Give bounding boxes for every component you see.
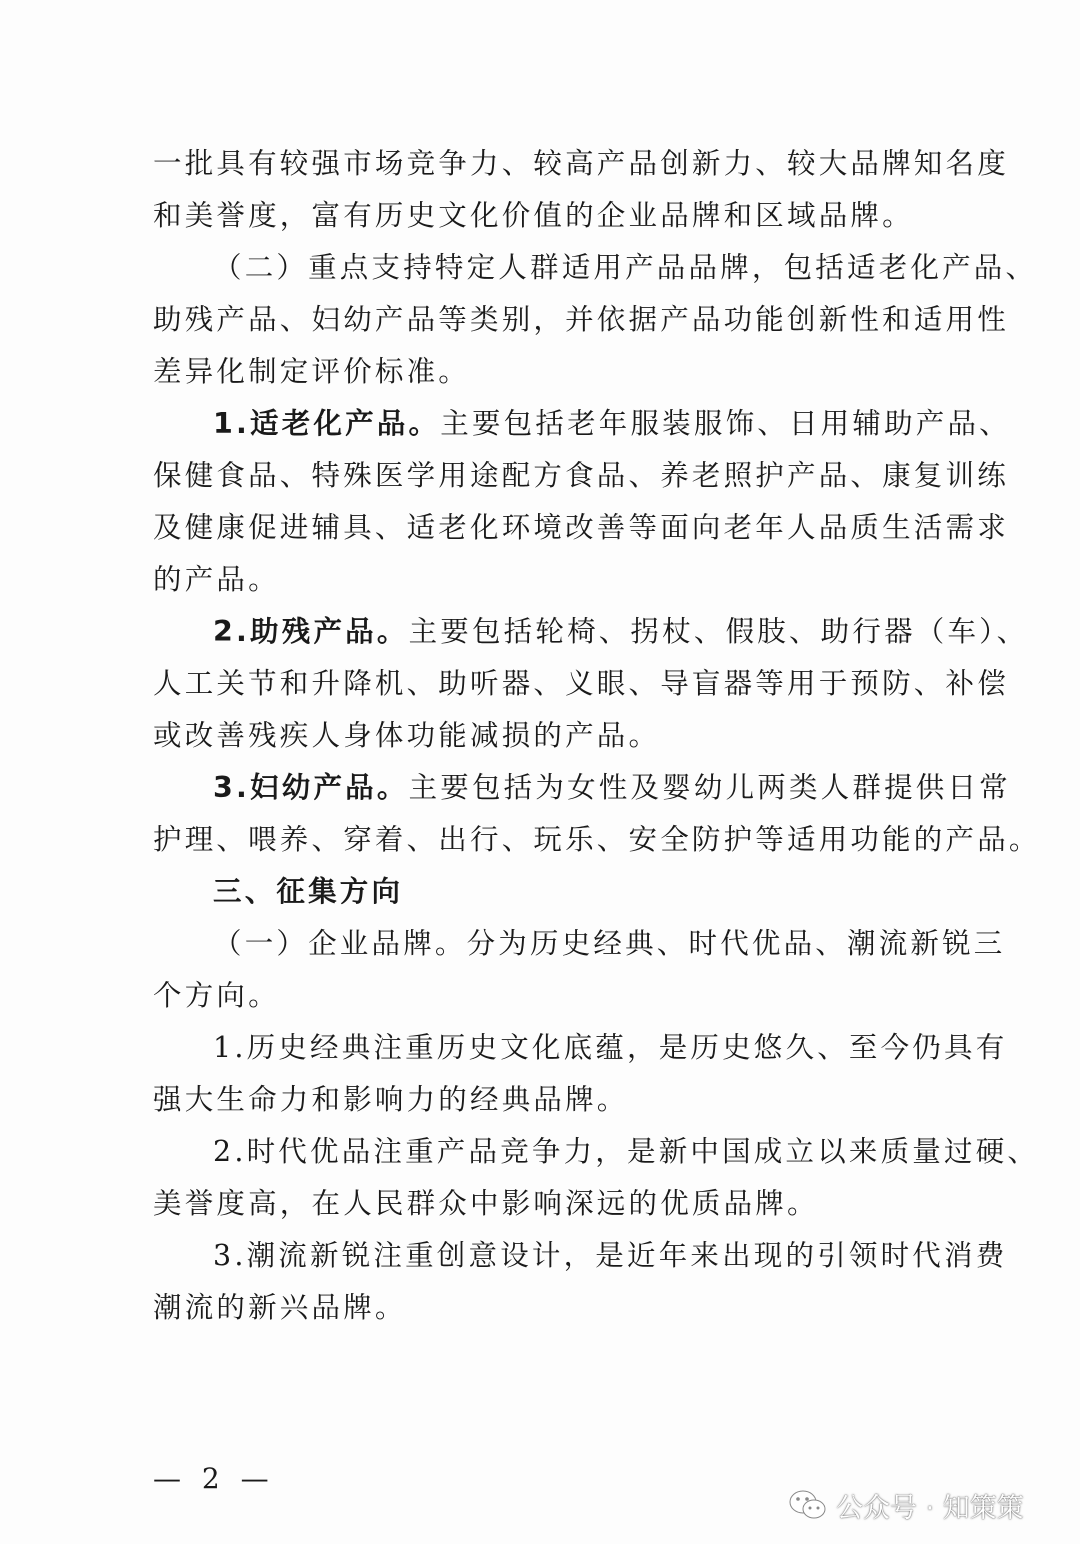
line-text: 及健康促进辅具、适老化环境改善等面向老年人品质生活需求 [153, 511, 1009, 544]
line-text: 美誉度高，在人民群众中影响深远的优质品牌。 [153, 1187, 819, 1220]
text-line [153, 710, 943, 762]
line-text: 个方向。 [153, 979, 280, 1012]
text-line [153, 1074, 943, 1126]
text-line [153, 346, 943, 398]
text-line [153, 294, 1009, 346]
text-line [153, 502, 1009, 554]
text-line [153, 814, 1041, 866]
text-line [153, 1022, 1008, 1074]
item-title: 3.妇幼产品。 [213, 771, 409, 804]
line-text: 潮流的新兴品牌。 [153, 1291, 407, 1324]
text-line [153, 242, 1038, 294]
line-text: （一）企业品牌。分为历史经典、时代优品、潮流新锐三 [213, 927, 1006, 960]
line-text: 保健食品、特殊医学用途配方食品、养老照护产品、康复训练 [153, 459, 1009, 492]
text-line [153, 450, 1009, 502]
line-text: 和美誉度，富有历史文化价值的企业品牌和区域品牌。 [153, 199, 914, 232]
text-line [153, 398, 1011, 450]
section-heading: 三、征集方向 [213, 875, 404, 908]
text-line [153, 1126, 1040, 1178]
line-text: 差异化制定评价标准。 [153, 355, 471, 388]
line-text: 或改善残疾人身体功能减损的产品。 [153, 719, 661, 752]
text-line [153, 970, 943, 1022]
text-line [153, 1282, 943, 1334]
item-title: 1.适老化产品。 [213, 407, 441, 440]
line-text: 主要包括为女性及婴幼儿两类人群提供日常 [408, 771, 1011, 804]
text-line [153, 138, 1009, 190]
text-line [153, 606, 1029, 658]
line-text: 1.历史经典注重历史文化底蕴，是历史悠久、至今仍具有 [213, 1031, 1008, 1064]
text-line [153, 658, 1009, 710]
line-text: 主要包括老年服装服饰、日用辅助产品、 [440, 407, 1011, 440]
item-title: 2.助残产品。 [213, 615, 409, 648]
line-text: 主要包括轮椅、拐杖、假肢、助行器（车）、 [408, 615, 1029, 648]
text-line [153, 762, 1011, 814]
line-text: 2.时代优品注重产品竞争力，是新中国成立以来质量过硬、 [213, 1135, 1040, 1168]
line-text: 护理、喂养、穿着、出行、玩乐、安全防护等适用功能的产品。 [153, 823, 1041, 856]
line-text: 强大生命力和影响力的经典品牌。 [153, 1083, 629, 1116]
line-text: 一批具有较强市场竞争力、较高产品创新力、较大品牌知名度 [153, 147, 1009, 180]
watermark-text: 公众号 · 知策策 [836, 1492, 1024, 1524]
text-line [153, 918, 1006, 970]
text-line [153, 866, 943, 918]
text-line [153, 554, 943, 606]
line-text: 3.潮流新锐注重创意设计，是近年来出现的引领时代消费 [213, 1239, 1008, 1272]
text-line [153, 1178, 943, 1230]
text-line [153, 1230, 1008, 1282]
line-text: 人工关节和升降机、助听器、义眼、导盲器等用于预防、补偿 [153, 667, 1009, 700]
text-line [153, 190, 943, 242]
line-text: 的产品。 [153, 563, 280, 596]
page-number: — 2 — [153, 1462, 275, 1495]
document-body [153, 138, 1041, 1334]
wechat-icon [788, 1488, 828, 1522]
line-text: （二）重点支持特定人群适用产品品牌，包括适老化产品、 [213, 251, 1038, 284]
line-text: 助残产品、妇幼产品等类别，并依据产品功能创新性和适用性 [153, 303, 1009, 336]
watermark [788, 1483, 1024, 1527]
